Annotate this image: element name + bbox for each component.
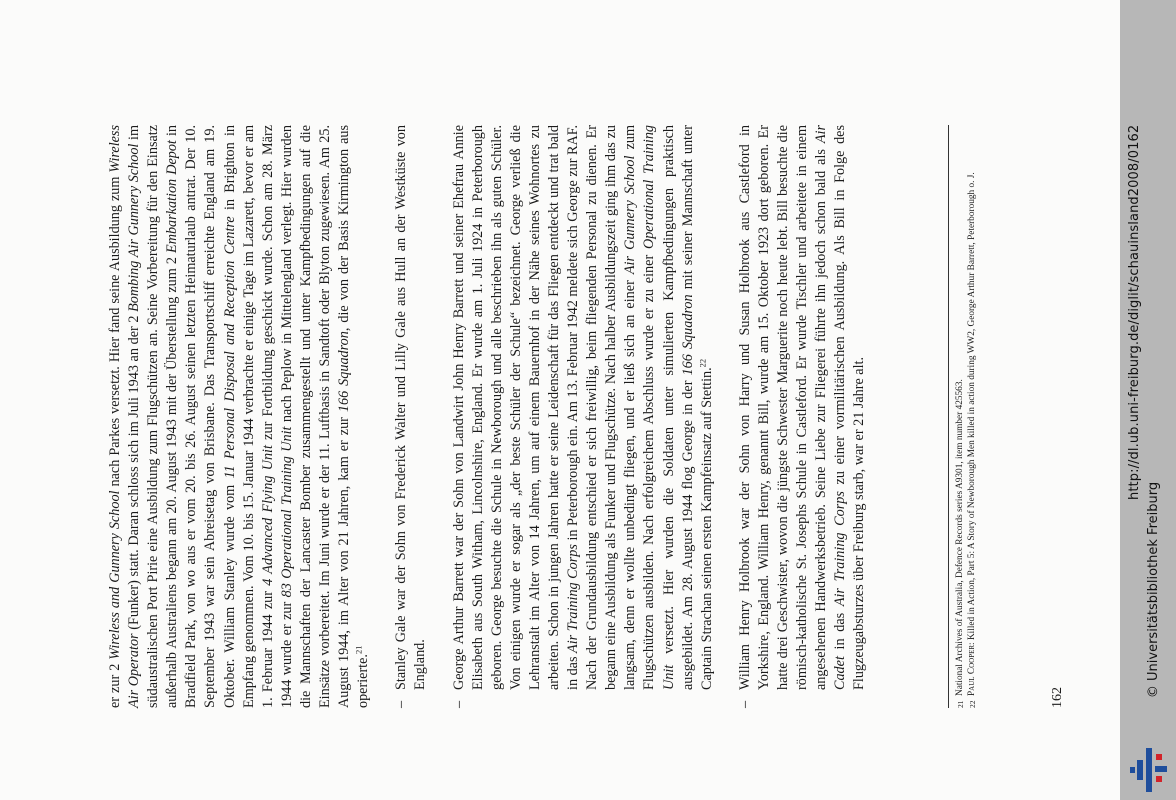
source-url: http://dl.ub.uni-freiburg.de/diglit/schauinsland2008/0162 <box>1127 124 1142 500</box>
text-run: zu einer vormilitärischen Ausbildung. Als Bill in Folge des Flugzeugabsturzes über Freiburg starb, war er 21 Jahre alt. <box>832 125 868 690</box>
italic-run: Air Training Corps <box>565 544 582 653</box>
ub-freiburg-logo-icon <box>1127 746 1171 794</box>
text-run: in Brighton in Empfang genommen. Vom 10. bis 15. Januar 1944 verbrachte er einige Tage im Lazarett, bevor er am 1. Februar 1944 zur <box>221 125 276 708</box>
italic-run: Air Cadet <box>813 125 849 690</box>
entry-text-william-holbrook <box>736 125 870 690</box>
footnote <box>955 125 967 708</box>
strip-text <box>1120 0 1176 800</box>
italic-run: Air Training Corps <box>832 491 849 607</box>
logo-red-square <box>1156 776 1162 782</box>
logo-bar-right <box>1155 766 1167 772</box>
logo-bar-left <box>1137 760 1143 780</box>
text-run: , die von der Basis Kirmington aus operierte. <box>336 125 372 708</box>
entry-text-stanley-gale <box>392 125 430 690</box>
text-run: zur Fortbildung geschickt wurde. Schon am 28. März 1944 wurde er zur <box>259 125 295 708</box>
italic-run: Operational Training Unit <box>641 124 677 690</box>
italic-run: Wireless Air Operator <box>107 125 143 708</box>
text-run: im südaustralischen Port Pirie eine Ausbildung zum Flugschützen an. Seine Vorbereitung für den Einsatz außerhalb Australiens begann am 20. August 1943 mit der Überstellung zum 2 <box>126 124 181 708</box>
italic-run: Wireless and Gunnery School <box>107 490 123 660</box>
text-run: (Funker) statt. Daran schloss sich im Juli 1943 an der 2 <box>126 311 143 634</box>
footnote-number: 21 <box>956 700 965 708</box>
italic-run: 166 Squadron <box>336 331 353 413</box>
text-run: er zur 2 <box>107 659 123 708</box>
list-dash: – <box>736 700 753 708</box>
italic-run: 11 Personal Disposal and Reception Centre <box>221 216 238 479</box>
list-item <box>736 125 870 708</box>
footnote-text: Killed in Action, Part 5: A Story of Newborough Men killed in action during WW2, George Arthur Barrett, Peterborough o. J. <box>966 172 977 643</box>
list-dash: – <box>393 700 410 708</box>
text-run: William Henry Holbrook war der Sohn von Harry und Susan Holbrook aus Castleford in Yorkshire, England. William Henry, genannt Bill, wurde am 15. Oktober 1923 dort geboren. Er hatte drei Geschwister, wovon die jüngste Schwester Marguerite noch heute lebt. Bill besuchte die römisch-katholische St. Josephs Schule in Castleford. Er wurde Tischler und arbeitete in einem angesehenen Handwerksbetrieb. Seine Liebe zur Fliegerei führte ihn jedoch schon bald als <box>736 125 830 690</box>
text-run: George Arthur Barrett war der Sohn von Landwirt John Henry Barrett und seiner Ehefrau Annie Elisabeth aus South Witham, Lincolnshire, England. Er wurde am 1. Juli 1924 in Peterborough geboren. George besuchte die Schule in Newborough und alle beschrieben ihn als guten Schüler. Von einigen wurde er sogar als „der beste Schüler der Schule“ bezeichnet. George verließ die Lehranstalt im Alter von 14 Jahren, um auf einem Bauernhof in der Nähe seines Wohnortes zu arbeiten. Schon in jungen Jahren hatte er seine Leidenschaft für das Fliegen entdeckt und trat bald in das <box>450 125 582 690</box>
italic-run: Embarkation Depot <box>164 140 181 253</box>
footnote-author: Paul Cooper: <box>966 642 977 696</box>
italic-run: Air Gunnery School <box>622 155 639 275</box>
text-column <box>106 125 869 708</box>
text-run: mit seiner Mannschaft unter Captain Strachan seinen ersten Kampfeinsatz auf Stettin. <box>679 124 715 690</box>
text-run: in das <box>832 606 849 657</box>
text-run: Stanley Gale war der Sohn von Frederick Walter und Lilly Gale aus Hull an der Westküste von England. <box>393 125 429 690</box>
text-run: versetzt. Hier wurden die Soldaten unter simulierten Kampfbedingungen praktisch ausgebildet. Am 28. August 1944 flog George in der <box>660 125 696 690</box>
footnote <box>967 125 979 708</box>
list-item <box>450 125 717 708</box>
text-run: nach Parkes versetzt. Hier fand seine Ausbildung zum <box>107 172 123 491</box>
text-run: in Peterborough ein. Am 13. Februar 1942 meldete sich George zur RAF. Nach der Grundausbildung entschied er sich freiwillig, beim fliegenden Personal zu dienen. Er begann eine Ausbildung als Funker und Flugschütze. Nach halber Ausbildungszeit ging ihm das zu langsam, denn er wollte unbedingt fliegen, und er ließ sich an einer <box>565 125 639 690</box>
continuation-paragraph <box>106 125 373 708</box>
text-run: nach Peplow in Mittelengland verlegt. Hier wurden die Mannschaften der Lancaster Bomber zusammengestellt und unter Kampfbedingungen auf die Einsätze vorbereitet. Im Juni wurde er der 11. Luftbasis in Sandtoft oder Blyton zugewiesen. Am 25. August 1944, im Alter von 21 Jahren, kam er zur <box>278 124 353 708</box>
logo-bar-vertical <box>1146 748 1152 792</box>
list-dash: – <box>450 700 467 708</box>
footnote-number: 22 <box>967 700 977 708</box>
page-number: 162 <box>1050 687 1065 708</box>
footnotes <box>948 125 979 708</box>
text-run: zum Flugschützen ausbilden. Nach erfolgreichem Abschluss wurde er zu einer <box>622 125 658 690</box>
list-item <box>392 125 430 708</box>
logo-red-square <box>1156 754 1162 760</box>
footnote-ref: 21 <box>353 645 364 655</box>
footnote-text: National Archives of Australia, Defence Records series A9301, item number 425563. <box>955 379 965 696</box>
copyright-notice: © Universitätsbibliothek Freiburg <box>1146 481 1161 699</box>
logo-bar-left-small <box>1130 767 1135 773</box>
italic-run: 4 Advanced Flying Unit <box>259 445 276 586</box>
library-watermark-strip <box>1120 0 1176 800</box>
text-run: in Bradfield Park, von wo aus er vom 20. bis 26. August seinen letzten Heimaturlaub antrat. Der 10. September 1943 war sein Abreisetag von Brisbane. Das Transportschiff erreichte England am 19. Oktober. William Stanley wurde vom <box>164 125 238 708</box>
italic-run: 83 Operational Training Unit <box>278 426 295 598</box>
entry-text-george-barrett <box>450 125 717 690</box>
italic-run: 166 Squadron <box>679 294 696 376</box>
footnote-ref: 22 <box>696 358 707 368</box>
italic-run: Bombing Air Gunnery School <box>126 143 143 312</box>
